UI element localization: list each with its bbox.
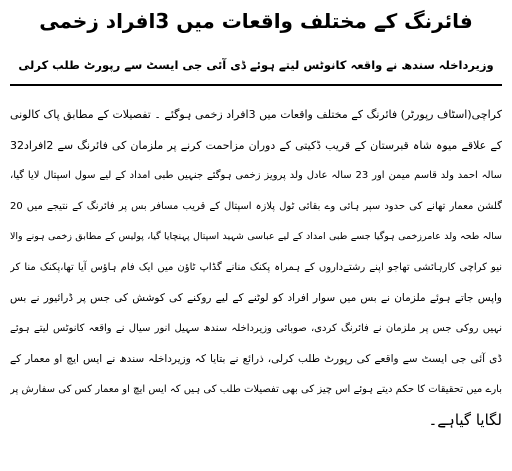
headline-divider (10, 84, 502, 86)
article-subheadline: وزیرداخلہ سندھ نے واقعہ کانوٹس لیتے ہوئے ڈی آئی جی ایسٹ سے رپورٹ طلب کرلی (18, 58, 494, 72)
article-body-line: گلشن معمار تھانے کی حدود سپر ہائی وے بقائی ٹول پلازہ اسپتال کے قریب مسافر بس پر فائرنگ کے نتیجے میں 20 (10, 200, 502, 212)
article-headline: فائرنگ کے مختلف واقعات میں 3افراد زخمی (39, 9, 473, 33)
article-body (10, 100, 502, 436)
article-body-line: بارے میں تحقیقات کا حکم دیتے ہوئے اس چیز کی بھی تفصیلات طلب کی ہیں کہ ایس ایچ او معمار کس کی سفارش پر (10, 383, 502, 395)
article-body-line: کے علاقے میوہ شاہ قبرستان کے قریب ڈکیتی کے دوران مزاحمت کرنے پر ملزمان کی فائرنگ سے 2افراد32 (10, 138, 502, 152)
article-body-line: سالہ احمد ولد قاسم میمن اور 23 سالہ عادل ولد پرویز زخمی ہوگئے جنہیں طبی امداد کے لیے سول اسپتال لایا گیا، (10, 170, 502, 181)
article-body-line: ڈی آئی جی ایسٹ سے واقعے کی رپورٹ طلب کرلی، ذرائع نے بتایا کہ وزیرداخلہ سندھ نے ایس ایچ او معمار کے (10, 353, 502, 365)
article-body-line: کراچی(اسٹاف رپورٹر) فائرنگ کے مختلف واقعات میں 3افراد زخمی ہوگئے ۔ تفصیلات کے مطابق پاک کالونی (10, 108, 502, 121)
article-body-line: سالہ طحہ ولد عامرزخمی ہوگیا جسے طبی امداد کے لیے عباسی شہید اسپتال پہنچایا گیا، پولیس کے مطابق زخمی ہونے والا (10, 231, 502, 242)
article-body-line: نہیں روکی جس پر ملزمان نے فائرنگ کردی، صوبائی وزیرداخلہ سندھ سہیل انور سیال نے واقعہ کانوٹس لیتے ہوئے (10, 322, 502, 334)
article-body-line: لگایا گیاہے۔ (428, 411, 502, 429)
article-body-line: نیو کراچی کارہائشی تھاجو اپنے رشتےداروں کے ہمراہ پکنک منانے گڈاپ ٹاؤن میں ایک فام ہاؤس آیا تھا،پکنک منا کر (10, 261, 502, 273)
article-body-line: واپس جاتے ہوئے ملزمان نے بس میں سوار افراد کو لوٹنے کے لیے روکنے کی کوشش کی جس پر ڈرائیور نے بس (10, 292, 502, 304)
